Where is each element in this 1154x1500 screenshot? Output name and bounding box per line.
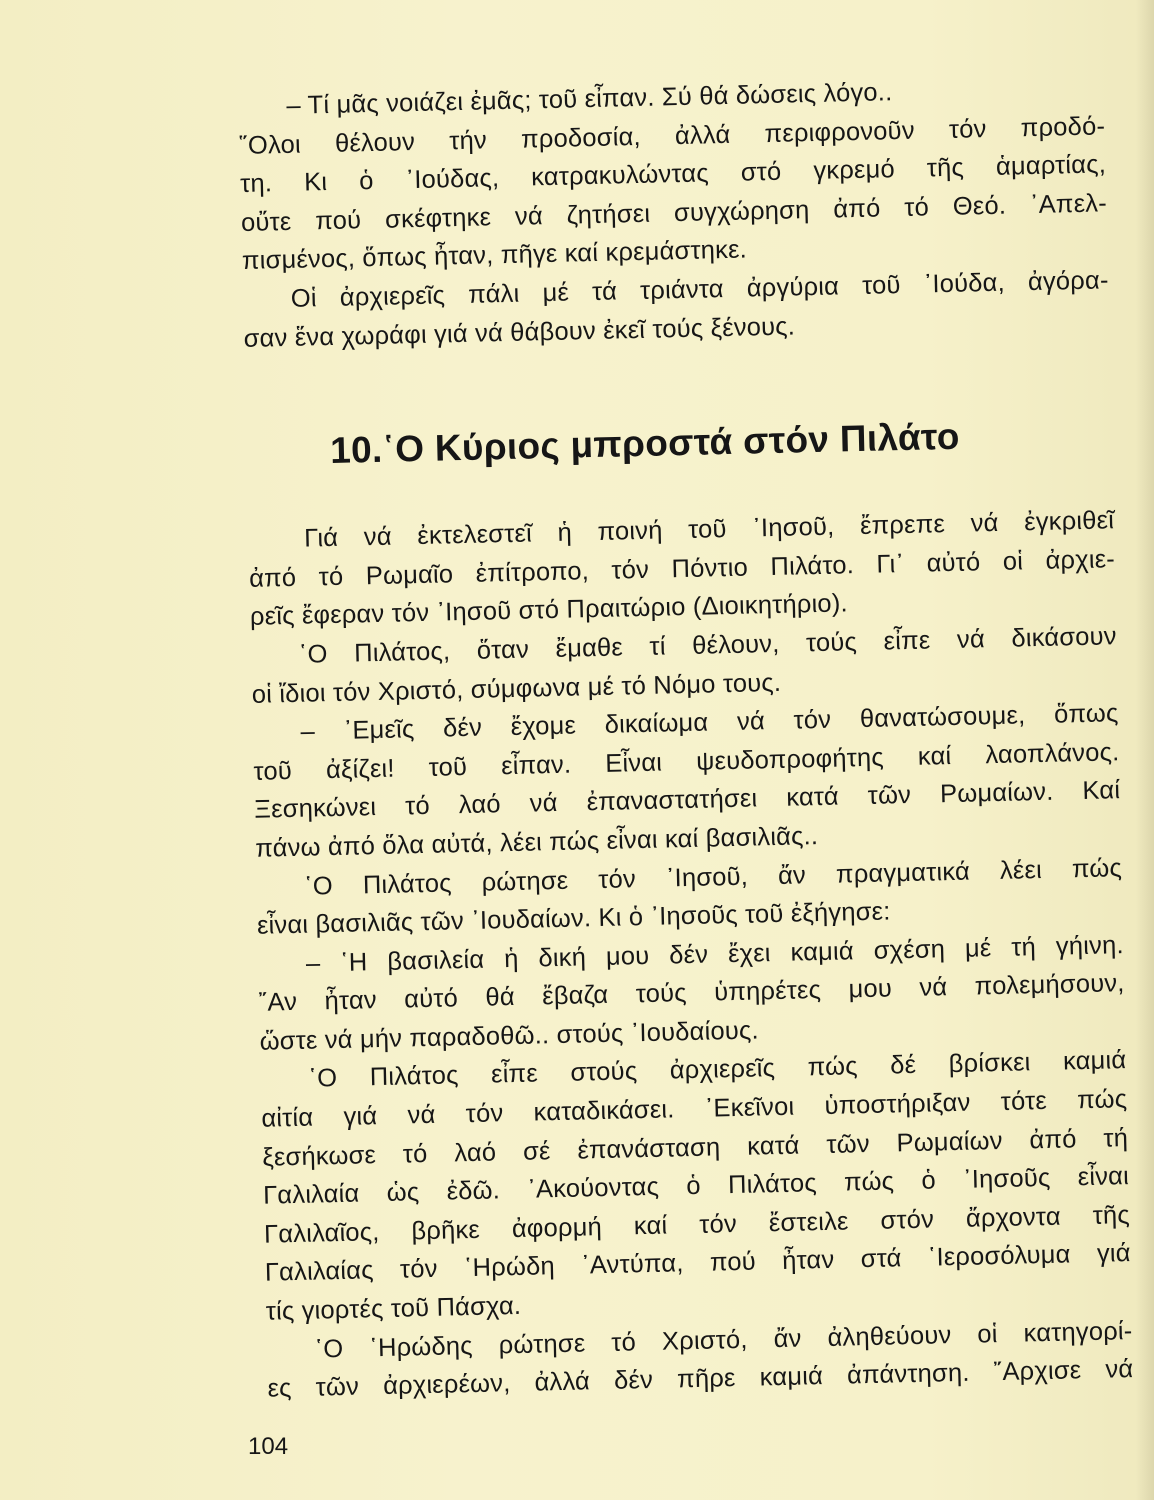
text-line: εἶναι βασιλιᾶς τῶν ᾽Ιουδαίων. Κι ὁ ᾽Ιησοῦς τοῦ ἐξήγησε:: [256, 897, 891, 940]
text-line: ες τῶν ἀρχιερέων, ἀλλά δέν πῆρε καμιά ἀπάντηση. ῎Αρχισε νά: [267, 1355, 1134, 1403]
text-line: Γαλιλαῖος, βρῆκε ἀφορμή καί τόν ἔστειλε στόν ἄρχοντα τῆς: [263, 1200, 1131, 1249]
text-line: ῎Αν ἦταν αὐτό θά ἔβαζα τούς ὑπηρέτες μου νά πολεμήσουν,: [258, 969, 1125, 1018]
text-line: – ᾽Εμεῖς δέν ἔχομε δικαίωμα νά τόν θανατώσουμε, ὅπως: [300, 699, 1119, 746]
text-line: ῞Ολοι θέλουν τήν προδοσία, ἀλλά περιφρονοῦν τόν προδό-: [238, 111, 1106, 160]
text-line: τη. Κι ὁ ᾽Ιούδας, κατρακυλώντας στό γκρεμό τῆς ἁμαρτίας,: [239, 150, 1107, 199]
text-line: τίς γιορτές τοῦ Πάσχα.: [265, 1291, 522, 1326]
text-line: Γαλιλαίας τόν ῾Ηρώδη ᾽Αντύπα, πού ἦταν στά ῾Ιεροσόλυμα γιά: [264, 1239, 1131, 1288]
text-line: Οἱ ἀρχιερεῖς πάλι μέ τά τριάντα ἀργύρια τοῦ ᾽Ιούδα, ἀγόρα-: [290, 266, 1109, 313]
text-line: ἀπό τό Ρωμαῖο ἐπίτροπο, τόν Πόντιο Πιλάτο. Γι᾽ αὐτό οἱ ἀρχιε-: [248, 544, 1116, 593]
page-text-block: [238, 68, 1134, 1408]
text-line: ὥστε νά μήν παραδοθῶ.. στούς ᾽Ιουδαίους.: [259, 1016, 760, 1056]
text-line: πισμένος, ὅπως ἦταν, πῆγε καί κρεμάστηκε.: [241, 235, 748, 276]
text-line: Γαλιλαία ὡς ἐδῶ. ᾽Ακούοντας ὁ Πιλάτος πώς ὁ ᾽Ιησοῦς εἶναι: [262, 1162, 1130, 1210]
text-line: Ξεσηκώνει τό λαό νά ἐπαναστατήσει κατά τῶν Ρωμαίων. Καί: [254, 776, 1121, 825]
text-line: οἱ ἴδιοι τόν Χριστό, σύμφωνα μέ τό Νόμο τους.: [251, 668, 782, 709]
text-line: ῾Ο Πιλάτος, ὅταν ἔμαθε τί θέλουν, τούς εἶπε νά δικάσουν: [298, 622, 1117, 669]
page-edge-shadow: [1136, 0, 1154, 1500]
text-line: ῾Ο ῾Ηρώδης ρώτησε τό Χριστό, ἄν ἀληθεύουν οἱ κατηγορί-: [314, 1316, 1133, 1364]
text-line: τοῦ ἀξίζει! τοῦ εἶπαν. Εἶναι ψευδοπροφήτης καί λαοπλάνος.: [253, 737, 1120, 786]
text-line: ῾Ο Πιλάτος ρώτησε τόν ᾽Ιησοῦ, ἄν πραγματικά λέει πώς: [303, 853, 1123, 901]
text-line: – ῾Η βασιλεία ἡ δική μου δέν ἔχει καμιά σχέση μέ τή γήινη.: [305, 930, 1124, 978]
chapter-heading: 10.῾Ο Κύριος μπροστά στόν Πιλάτο: [329, 415, 961, 472]
text-line: ῾Ο Πιλάτος εἶπε στούς ἀρχιερεῖς πώς δέ βρίσκει καμιά: [308, 1046, 1127, 1094]
text-line: ρεῖς ἔφεραν τόν ᾽Ιησοῦ στό Πραιτώριο (Διοικητήριο).: [249, 589, 849, 632]
text-line: ξεσήκωσε τό λαό σέ ἐπανάσταση κατά τῶν Ρωμαίων ἀπό τή: [261, 1123, 1129, 1172]
text-line: – Τί μᾶς νοιάζει ἐμᾶς; τοῦ εἶπαν. Σύ θά δώσεις λόγο..: [286, 78, 893, 120]
text-line: πάνω ἀπό ὅλα αὐτά, λέει πώς εἶναι καί βασιλιᾶς..: [254, 821, 819, 863]
text-line: Γιά νά ἐκτελεστεῖ ἡ ποινή τοῦ ᾽Ιησοῦ, ἔπρεπε νά ἐγκριθεῖ: [303, 506, 1115, 553]
text-line: σαν ἕνα χωράφι γιά νά θάβουν ἐκεῖ τούς ξένους.: [243, 311, 796, 353]
text-line: αἰτία γιά νά τόν καταδικάσει. ᾽Εκεῖνοι ὑποστήριξαν τότε πώς: [261, 1085, 1128, 1133]
page-number: 104: [248, 1433, 289, 1460]
text-line: οὔτε πού σκέφτηκε νά ζητήσει συγχώρηση ἀπό τό Θεό. ᾽Απελ-: [240, 189, 1108, 237]
